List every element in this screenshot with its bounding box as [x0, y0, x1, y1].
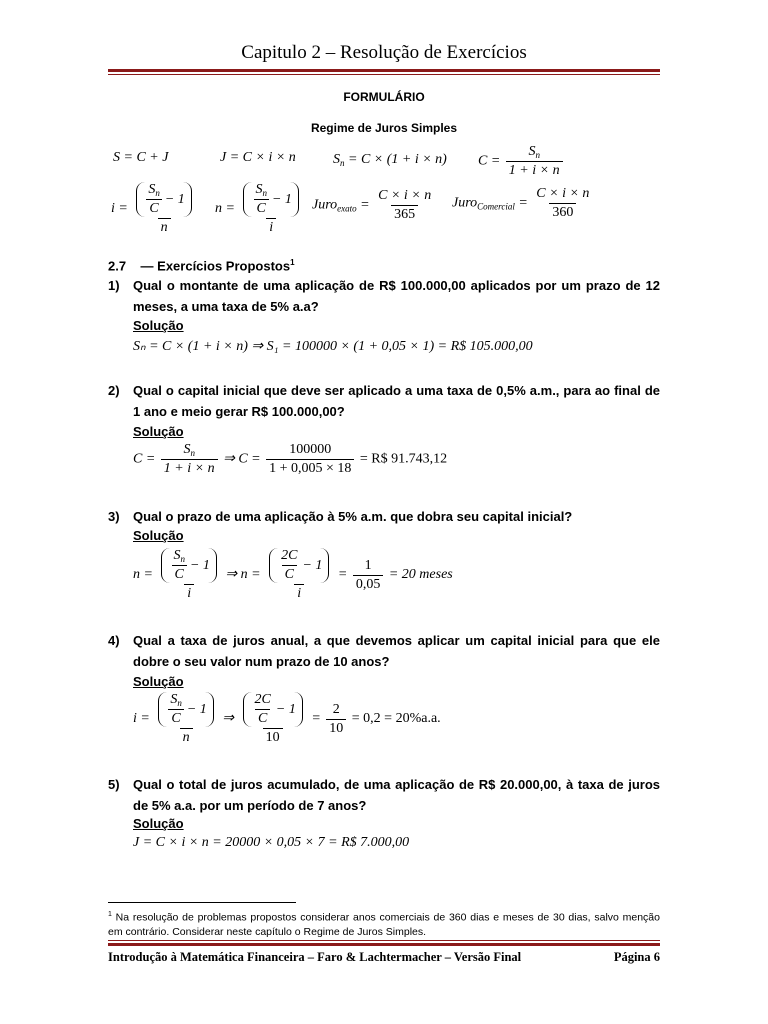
footer-rule: [108, 943, 660, 946]
solution-5: J = C × i × n = 20000 × 0,05 × 7 = R$ 7.000,00: [133, 835, 410, 850]
formula-montante: S = C + J: [113, 150, 169, 165]
question-1: 1) Qual o montante de uma aplicação de R$ 100.000,00 aplicados por um prazo de 12 meses, a uma taxa de 5% a.a?: [108, 278, 660, 314]
question-5: 5) Qual o total de juros acumulado, de uma aplicação de R$ 20.000,00, à taxa de juros de 5% a.a. por um período de 7 anos?: [108, 777, 660, 813]
formula-prazo: n = $\frac{S_n}{C}$ − 1 i: [215, 182, 304, 236]
header-rule-thin: [108, 74, 660, 75]
solution-label-5: Solução: [133, 816, 184, 831]
question-3: 3) Qual o prazo de uma aplicação à 5% a.m. que dobra seu capital inicial?: [108, 509, 573, 524]
solution-2: C = $\frac{S_n}{1 + i \times n}$ ⇒ C = $\frac{100000}{1 + 0,005 \times 18}$ = R$ 91.743,12: [133, 442, 448, 476]
question-2: 2) Qual o capital inicial que deve ser aplicado a uma taxa de 0,5% a.m., para ao final de 1 ano e meio gerar R$ 100.000,00?: [108, 383, 660, 419]
solution-label-3: Solução: [133, 528, 184, 543]
footer-rule-thin: [108, 940, 660, 941]
formula-juro-comercial: Juro$_{Comercial}$ = $\frac{C \times i \times n}{360}$: [452, 186, 590, 220]
formulario-subheading: Regime de Juros Simples: [310, 121, 458, 135]
footnote-rule: [108, 902, 296, 903]
footnote: $^1$ Na resolução de problemas propostos considerar anos comerciais de 360 dias e meses de 30 dias, salvo menção em contrário. Considerar neste capítulo o Regime de Juros Simples.: [108, 911, 660, 938]
footer-book-title: Introdução à Matemática Financeira – Faro & Lachtermacher – Versão Final: [108, 950, 522, 964]
formula-juros: J = C × i × n: [220, 150, 296, 165]
page-number: Página 6: [613, 950, 660, 964]
formula-capital: C = $\frac{S_n}{1 + i \times n}$: [478, 144, 565, 179]
solution-label-4: Solução: [133, 674, 184, 689]
solution-1: Sₙ = C × (1 + i × n) ⇒ S₁ = 100000 × (1 + 0,05 × 1) = R$ 105.000,00: [133, 339, 533, 354]
formula-sn: $S_n = C \times (1 + i \times n)$: [333, 152, 447, 168]
page-title: Capitulo 2 – Resolução de Exercícios: [241, 42, 527, 63]
formula-taxa: i = $\frac{S_n}{C}$ − 1 n: [111, 182, 197, 236]
solution-label-2: Solução: [133, 424, 184, 439]
solution-3: n = $\frac{S_n}{C}$ − 1 i ⇒ n = $\frac{2C}{C}$ − 1 i = $\frac{1}{0,05}$ = 20 meses: [133, 548, 453, 601]
section-heading: 2.7 — Exercícios Propostos$^1$: [108, 258, 295, 274]
solution-4: i = $\frac{S_n}{C}$ − 1 n ⇒ $\frac{2C}{C}$ − 1 10 = $\frac{2}{10}$ = 0,2 = 20%a.a.: [133, 692, 441, 745]
solution-label-1: Solução: [133, 318, 184, 333]
question-4: 4) Qual a taxa de juros anual, a que devemos aplicar um capital inicial para que ele dobre o seu valor num prazo de 10 anos?: [108, 633, 660, 669]
formulario-heading: FORMULÁRIO: [343, 90, 425, 104]
header-rule: [108, 69, 660, 72]
formula-juro-exato: Juro$_{exato}$ = $\frac{C \times i \times n}{365}$: [312, 188, 432, 222]
